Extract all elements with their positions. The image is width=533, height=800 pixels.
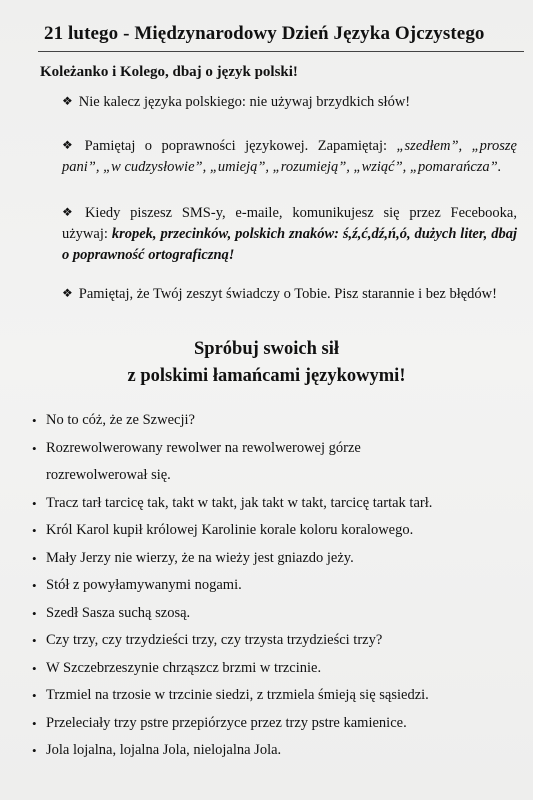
list-item-text: Rozrewolwerowany rewolwer na rewolwerowej górze xyxy=(46,439,361,456)
list-item xyxy=(32,737,522,765)
list-item-text: Mały Jerzy nie wierzy, że na wieży jest gniazdo jeży. xyxy=(46,549,354,566)
list-item-text: W Szczebrzeszynie chrząszcz brzmi w trzcinie. xyxy=(46,659,322,676)
tip-4-text: Pamiętaj, że Twój zeszyt świadczy o Tobie. Pisz starannie i bez błędów! xyxy=(78,286,497,302)
list-item-text: Stół z powyłamywanymi nogami. xyxy=(46,577,242,593)
bullet-icon: • xyxy=(32,743,37,758)
title-underline xyxy=(38,51,524,52)
list-item xyxy=(32,572,522,600)
bullet-icon: • xyxy=(32,660,37,676)
list-item xyxy=(32,682,522,710)
bullet-icon: • xyxy=(32,440,37,456)
diamond-bullet-icon: ❖ xyxy=(62,286,73,300)
tip-2-lead: Pamiętaj o poprawności językowej. Zapamiętaj: xyxy=(84,138,397,154)
tip-1 xyxy=(62,92,517,113)
diamond-bullet-icon: ❖ xyxy=(62,94,73,108)
list-item xyxy=(32,545,522,573)
tongue-twister-list xyxy=(32,407,522,765)
greeting: Koleżanko i Kolego, dbaj o język polski! xyxy=(40,64,298,80)
list-item xyxy=(32,710,522,738)
list-item-text: Trzmiel na trzosie w trzcinie siedzi, z trzmiela śmieją się sąsiedzi. xyxy=(46,687,429,703)
tip-3-lead: Kiedy piszesz SMS-y, e-maile, komunikujesz się przez Fecebooka, używaj: xyxy=(62,205,517,242)
bullet-icon: • xyxy=(32,495,37,511)
list-item xyxy=(32,600,522,628)
section-heading-line-1: Spróbuj swoich sił xyxy=(194,339,339,359)
bullet-icon: • xyxy=(32,523,37,538)
section-heading xyxy=(0,336,533,390)
bullet-icon: • xyxy=(32,715,37,731)
section-heading-line-2: z polskimi łamańcami językowymi! xyxy=(127,366,406,386)
bullet-icon: • xyxy=(32,578,37,593)
bullet-icon: • xyxy=(32,550,37,566)
bullet-icon: • xyxy=(32,633,37,648)
list-item-text-continued: rozrewolwerował się. xyxy=(46,467,171,483)
tip-4 xyxy=(62,284,517,305)
page-title: 21 lutego - Międzynarodowy Dzień Języka Ojczystego xyxy=(44,23,485,44)
diamond-bullet-icon: ❖ xyxy=(62,205,79,219)
list-item xyxy=(32,435,522,490)
tip-2-examples: „szedłem”, „proszę pani”, „w cudzysłowie”, „umieją”, „rozumieją”, „wziąć”, „pomarańcza”. xyxy=(62,138,517,175)
tip-2 xyxy=(62,136,517,178)
list-item-text: Jola lojalna, lojalna Jola, nielojalna Jola. xyxy=(46,742,282,758)
diamond-bullet-icon: ❖ xyxy=(62,138,79,152)
list-item-text: Czy trzy, czy trzydzieści trzy, czy trzysta trzydzieści trzy? xyxy=(46,632,383,648)
list-item xyxy=(32,490,522,518)
list-item-text: Szedł Sasza suchą szosą. xyxy=(46,604,191,621)
list-item xyxy=(32,407,522,435)
list-item xyxy=(32,655,522,683)
bullet-icon: • xyxy=(32,688,37,703)
list-item xyxy=(32,627,522,655)
list-item-text: Tracz tarł tarcicę tak, takt w takt, jak takt w takt, tarcicę tartak tarł. xyxy=(46,494,433,511)
tip-3 xyxy=(62,203,517,266)
bullet-icon: • xyxy=(32,605,37,621)
tip-3-emphasis: kropek, przecinków, polskich znaków: ś,ź,ć,dź,ń,ó, dużych liter, dbaj o poprawność ortograficzną! xyxy=(62,226,517,263)
list-item xyxy=(32,517,522,545)
list-item-text: Król Karol kupił królowej Karolinie korale koloru koralowego. xyxy=(46,522,414,538)
list-item-text: Przeleciały trzy pstre przepiórzyce przez trzy pstre kamienice. xyxy=(46,714,407,731)
tip-1-text: Nie kalecz języka polskiego: nie używaj brzydkich słów! xyxy=(78,94,411,110)
list-item-text: No to cóż, że ze Szwecji? xyxy=(46,412,195,428)
bullet-icon: • xyxy=(32,413,37,428)
